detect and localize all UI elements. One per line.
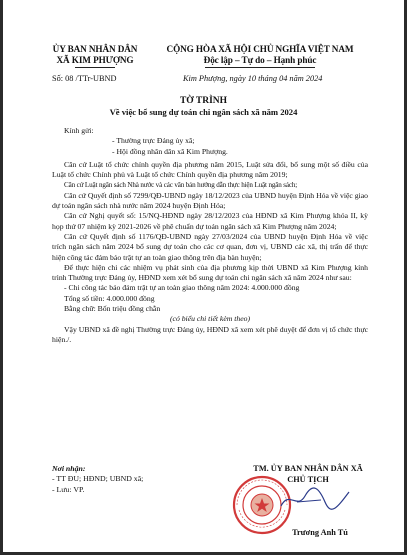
document-title: TỜ TRÌNH [179, 96, 228, 106]
greeting: Kính gửi: [64, 126, 94, 135]
item-3: Bằng chữ: Bốn triệu đồng chẵn [64, 304, 161, 314]
item-2: Tổng số tiền: 4.000.000 đồng [64, 293, 155, 303]
agency-line1: ỦY BAN NHÂN DÂN [52, 44, 138, 54]
item-1: - Chi công tác bảo đảm trật tự an toàn giao thông năm 2024: 4.000.000 đồng [64, 283, 300, 293]
signature-line1: TM. ỦY BAN NHÂN DÂN XÃ [253, 464, 363, 473]
recipient-1: - Thường trực Đảng ủy xã; [112, 136, 195, 146]
country-underline [205, 67, 315, 68]
recipient-2: - Hội đồng nhân dân xã Kim Phượng. [112, 146, 228, 156]
closing-paragraph: Vậy UBND xã đề nghị Thường trực Đảng ủy, HĐND xã xem xét phê duyệt để đơn vị tổ chức thực hiện./. [52, 324, 368, 344]
distribution-list [52, 464, 202, 495]
distribution-label: Nơi nhận: [52, 464, 86, 473]
handwritten-signature [275, 484, 355, 514]
signature-line2: CHỦ TỊCH [287, 474, 329, 484]
place-date: Kim Phượng, ngày 10 tháng 04 năm 2024 [183, 74, 323, 83]
agency-underline [75, 67, 115, 68]
country-line1: CỘNG HÒA XÃ HỘI CHỦ NGHĨA VIỆT NAM [166, 44, 354, 54]
paragraph-1: Căn cứ Luật tổ chức chính quyền địa phương năm 2015, Luật sửa đổi, bổ sung một số điều của Luật tổ chức Chính phủ và Luật tổ chức Chính quyền địa phương năm 2019; [52, 159, 368, 180]
paragraph-3: Căn cứ Quyết định số 7299/QĐ-UBND ngày 18/12/2023 của UBND huyện Định Hóa về việc giao dự toán ngân sách nhà nước năm 2024 huyện Định Hóa; [52, 190, 368, 211]
attachment-note: (có biểu chi tiết kèm theo) [169, 314, 251, 324]
country-header [155, 44, 365, 68]
signature-stroke [281, 488, 349, 509]
signer-name: Trương Anh Tú [292, 528, 348, 537]
scan-border-left [0, 0, 3, 555]
agency-header [40, 44, 150, 68]
distribution-item-2: - Lưu: VP. [52, 484, 85, 494]
document-number: Số: 08 /TTr-UBND [52, 74, 117, 83]
paragraph-5: Căn cứ Quyết định số 1176/QĐ-UBND ngày 27/03/2024 của UBND huyện Định Hóa về việc trích ngân sách năm 2024 bổ sung dự toán cho các cơ quan, đơn vị, UBND các xã, thị trấn để thực hiện công tác đảm bảo trật tự an toàn giao thông trên địa bàn huyện; [52, 231, 368, 262]
country-line2: Độc lập – Tự do – Hạnh phúc [203, 55, 317, 65]
document-body [52, 126, 368, 345]
paragraph-2: Căn cứ Luật ngân sách Nhà nước và các văn bản hướng dẫn thực hiện Luật ngân sách; [64, 181, 298, 190]
paragraph-4: Căn cứ Nghị quyết số: 15/NQ-HĐND ngày 28/12/2023 của HĐND xã Kim Phượng khóa II, kỳ họp thứ 07 nhiệm kỳ 2021-2026 về phê chuẩn dự toán ngân sách xã Kim Phượng năm 2024; [52, 211, 368, 231]
paragraph-6: Để thực hiện chi các nhiệm vụ phát sinh của địa phương kịp thời UBND xã Kim Phượng kính trình Thường trực Đảng ủy, HĐND xem xét bổ sung dự toán chi ngân sách xã năm 2024 như sau: [52, 262, 368, 283]
agency-line2: XÃ KIM PHƯỢNG [56, 55, 134, 65]
signature-graphic [275, 484, 355, 514]
distribution-item-1: - TT ĐU; HĐND; UBND xã; [52, 474, 144, 484]
document-subtitle: Về việc bổ sung dự toán chi ngân sách xã năm 2024 [109, 107, 298, 117]
